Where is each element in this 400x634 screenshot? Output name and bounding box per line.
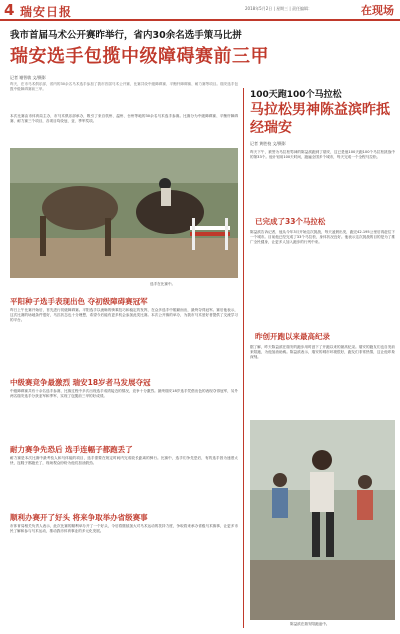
header-rule <box>0 19 400 21</box>
right-section-1-title: 已完成了33个马拉松 <box>255 217 326 226</box>
page-header <box>0 0 400 22</box>
lead-subtitle: 我市首届马术公开赛昨举行，省内30余名选手策马比拼 <box>10 30 242 41</box>
lead-byline: 记者 谢智敏 文/摄影 <box>10 75 46 80</box>
right-section-2-body: 据了解，昨天陈益滨在瑞安的跑步用时创下了开跑以来的最高纪录。瑞安的跑友们也自发前来陪跑，为他加油助威。陈益滨表示，瑞安的城市环境很好，跑友们非常热情，这让他印象深刻。 <box>250 345 395 360</box>
article-4-body: 市体育局相关负责人表示，此次比赛的顺利举办开了一个好头，今后将继续加大对马术运动的扶持力度，争取将来承办省级马术赛事，让更多市民了解和参与马术运动，推动我市体育事业的多元化发展。 <box>10 524 238 534</box>
right-intro: 昨天下午，被誉为马拉松男神的陈益滨跑到了瑞安，这已是他100天跑100个马拉松挑战中的第33个。他计划用100天时间，跑遍全国多个城市，每天完成一个全程马拉松。 <box>250 150 395 160</box>
section-name: 在现场 <box>361 4 394 17</box>
right-section-2-title: 昨创开跑以来最高纪录 <box>255 332 330 341</box>
runner-photo <box>250 420 395 620</box>
column-divider <box>243 88 244 628</box>
lead-body-top: 本次比赛由市体育局主办，市马术俱乐部承办，吸引了来自杭州、温州、台州等地的30余名马术选手参赛。比赛分为中级障碍赛、平衡杆障碍赛、耐力赛三个项目，各项目均设冠、亚、季军奖项。 <box>10 114 238 124</box>
equestrian-photo <box>10 148 238 278</box>
right-section-1-body: 陈益滨告诉记者，他从今年3月开始这次挑战，每天凌晨出发，跑完42.195公里后再赶往下一个城市。目前他已经完成了33个马拉松，身体状况良好。他表示这次挑战的目的是为了推广全民健身，让更多人加入跑步的行列中来。 <box>250 230 395 245</box>
right-byline: 记者 黄胜校 文/摄影 <box>250 141 286 146</box>
article-3-title: 耐力赛争先恐后 选手连幅子都跑丢了 <box>10 445 133 454</box>
lead-title: 瑞安选手包揽中级障碍赛前三甲 <box>10 46 269 67</box>
article-2-body: 中级障碍赛共有十余名选手参赛，比赛过程中多次出现选手成绩接近的情况，竞争十分激烈。最终瑞安18岁选手凭借出色的表现夺得冠军，另外两名瑞安选手分获亚军和季军，实现了包揽前三甲的好成绩。 <box>10 389 238 399</box>
horse-jump-image <box>10 148 238 278</box>
right-photo-caption: 陈益滨在瑞安陪跑途中。 <box>290 622 330 626</box>
page-number: 4 <box>4 1 15 19</box>
article-1-body: 昨日上午比赛开始后，首先进行初级障碍赛。平阳选手以流畅的骑乘技巧和稳定的发挥，在众多选手中脱颖而出，最终夺得冠军。赛后他表示，这次比赛的场地条件很好，马匹状态也十分理想，希望今后能有更多机会参加此类比赛。本次公开赛的举办，为我市马术爱好者提供了交流学习的平台。 <box>10 308 238 323</box>
article-3-body: 耐力赛是本次比赛中最考验人和马体能的项目，选手需要在规定时间内完成较长距离的骑行。比赛中，选手们争先恐后，有的选手因为速度太快，连鞋子都跑丢了，现场观众纷纷为他们加油鼓劲。 <box>10 456 238 466</box>
article-4-title: 顺利办赛开了好头 将来争取举办省级赛事 <box>10 513 148 522</box>
marathon-runner-image <box>250 420 395 620</box>
article-1-title: 平阳种子选手表现出色 夺初级障碍赛冠军 <box>10 297 148 306</box>
issue-meta: 2018年5月2日 | 星期三 | 责任编辑： <box>245 6 313 11</box>
right-title: 马拉松男神陈益滨昨抵经瑞安 <box>250 102 390 136</box>
lead-photo-caption: 选手在比赛中。 <box>150 282 176 286</box>
lead-intro: 昨天，在市马术俱乐部，省内的30余名马术选手参加了我市首届马术公开赛，比赛共设中级障碍赛、平衡杆障碍赛、耐力赛等项目。瑞安选手包揽中级障碍赛前三甲。 <box>10 82 238 92</box>
newspaper-brand: 瑞安日报 <box>20 5 73 19</box>
article-2-title: 中级赛竞争最激烈 瑞安18岁者马发展夺冠 <box>10 378 151 387</box>
right-kicker: 100天跑100个马拉松 <box>250 90 342 100</box>
